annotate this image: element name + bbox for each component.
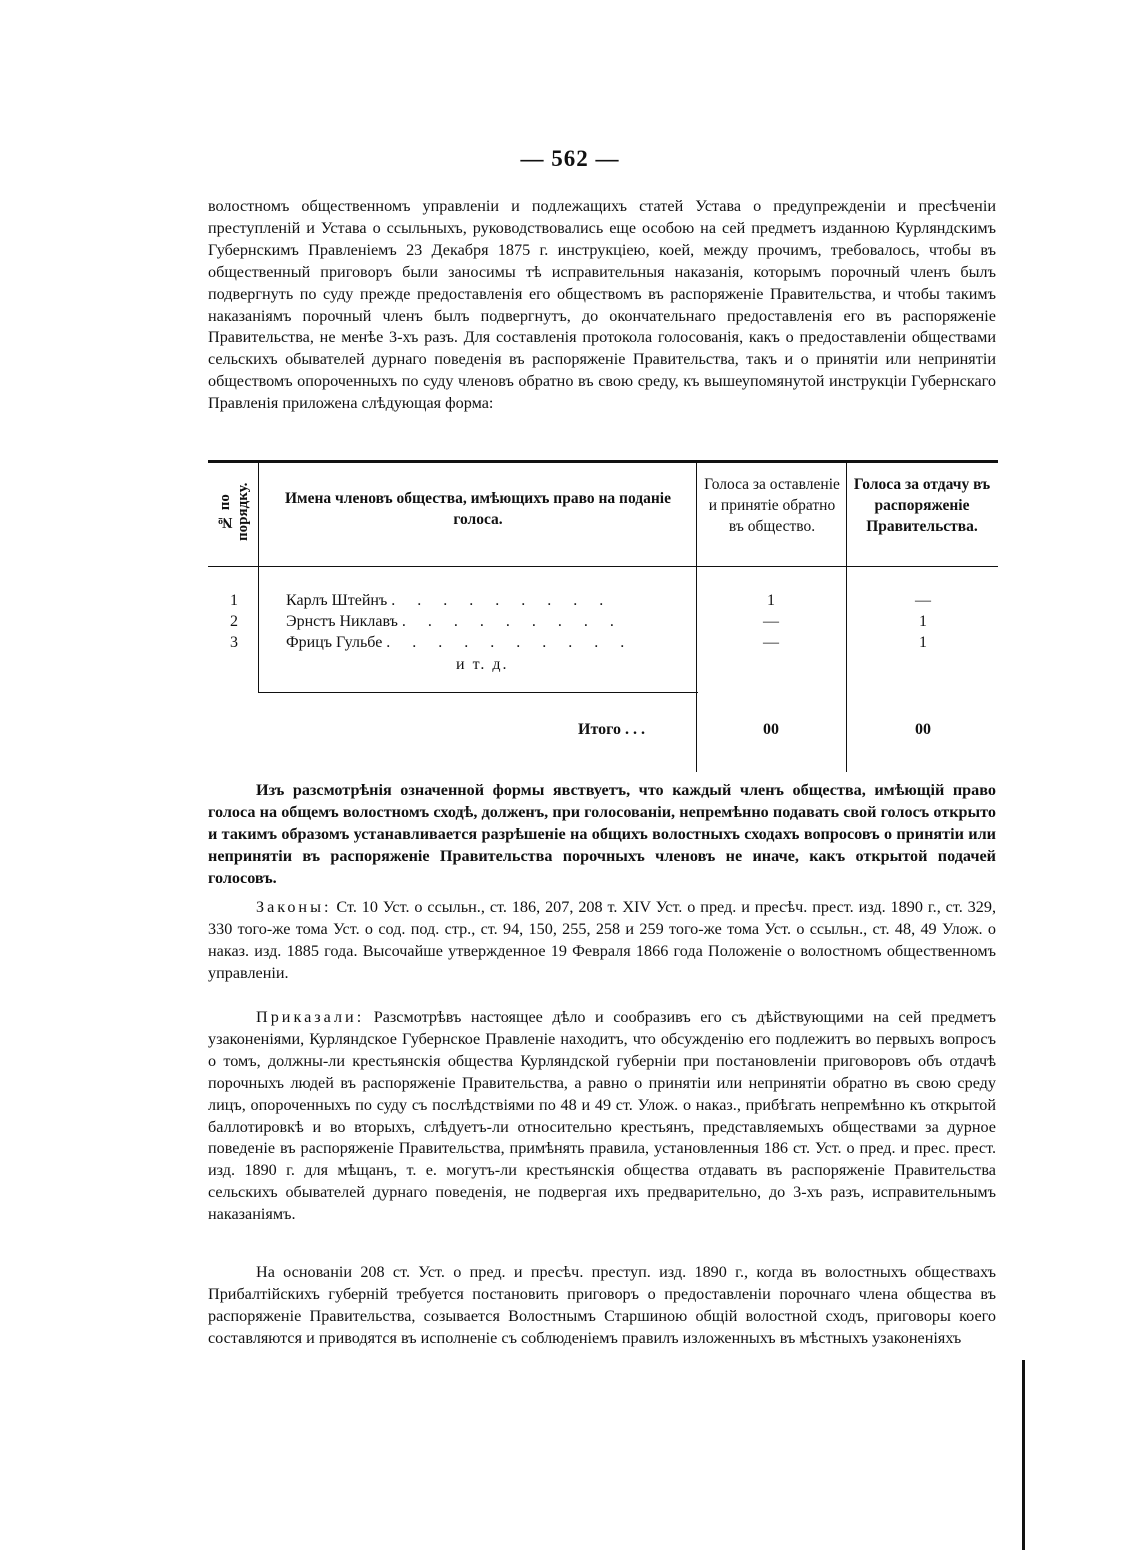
row-votes-keep: — — [763, 634, 779, 651]
total-votes-keep: 00 — [763, 721, 779, 738]
row-number: 3 — [230, 634, 238, 651]
laws-text: Ст. 10 Уст. о ссыльн., ст. 186, 207, 208 т. XIV Уст. о пред. и пресѣч. прест. изд. 1890 г., ст. 329, 330 того-же тома Уст. о сод. под. стр., ст. 94, 150, 255, 258 и 259 того-же тома Уст. о ссыльн., ст. 48, 49 Улож. о наказ. изд. 1885 года. Высочайше утвержденное 19 Февраля 1866 года Положеніе о волостномъ общественномъ управленіи. — [208, 898, 996, 982]
row-votes-hand-over: — — [915, 592, 931, 609]
member-name-text: Фрицъ Гульбе — [286, 634, 383, 651]
header-names: Имена членовъ общества, имѣющихъ право на поданіе голоса. — [285, 490, 671, 528]
member-name-text: Карлъ Штейнъ — [286, 592, 388, 609]
page-number: — 562 — — [520, 146, 620, 171]
row-votes-hand-over: 1 — [919, 634, 927, 651]
total-votes-hand-over: 00 — [915, 721, 931, 738]
row-number: 2 — [230, 613, 238, 630]
intro-text: волостномъ общественномъ управленіи и подлежащихъ статей Устава о предупрежденіи и пресѣченіи преступленій и Устава о ссыльныхъ, руководствовались еще особою на сей предметъ изданною Курляндскимъ Губернскимъ Правленіемъ 23 Декабря 1875 г. инструкціею, коей, между прочимъ, требовалось, чтобы въ общественный приговоръ были заносимы тѣ исправительныя наказанія, которымъ порочный членъ былъ подвергнуть по суду прежде предоставленія его обществомъ въ распоряженіе Правительства, и чтобы такимъ наказаніямъ порочный членъ былъ подвергнутъ, до окончательнаго предоставленія его въ распоряженіе Правительства, не менѣе 3-хъ разъ. Для составленія протокола голосованія, какъ о предоставленіи обществами сельскихъ обывателей дурнаго поведенія въ распоряженіе Правительства, такъ и о принятіи или непринятіи обществомъ опороченныхъ по суду членовъ обратно въ свою среду, къ вышеупомянутой инструкціи Губернскаго Правленія приложена слѣдующая форма: — [208, 197, 996, 413]
leader-dots: . . . . . . . . . — [391, 592, 613, 609]
row-number: 1 — [230, 592, 238, 609]
row-votes-hand-over: 1 — [919, 613, 927, 630]
conclusion-text: Изъ разсмотрѣнія означенной формы явствуетъ, что каждый членъ общества, имѣющій право голоса на общемъ волостномъ сходѣ, долженъ, при голосованіи, непремѣнно подавать свой голосъ открыто и такимъ образомъ устанавливается разрѣшеніе на общихъ волостныхъ сходахъ вопросовъ о принятіи или непринятіи въ распоряженіе Правительства порочныхъ членовъ не иначе, какъ открытой подачей голосовъ. — [208, 781, 996, 887]
margin-bar — [1022, 1360, 1025, 1550]
table-etc: и т. д. — [456, 656, 509, 673]
basis-paragraph — [208, 1262, 996, 1350]
row-votes-keep: 1 — [767, 592, 775, 609]
basis-text: На основаніи 208 ст. Уст. о пред. и пресѣч. преступ. изд. 1890 г., когда въ волостныхъ обществахъ Прибалтійскихъ губерній требуется постановить приговоръ о предоставленіи порочнаго члена общества въ распоряженіе Правительства, созывается Волостнымъ Старшиною общій волостной сходъ, приговоры коего составляются и приводятся въ исполненіе съ соблюденіемъ правилъ изложенныхъ въ мѣстныхъ узаконеніяхъ — [208, 1263, 996, 1347]
header-votes-keep: Голоса за оставленіе и принятіе обратно въ общество. — [704, 476, 840, 535]
order-text: Разсмотрѣвъ настоящее дѣло и сообразивъ его съ дѣйствующими на сей предметъ узаконеніями, Курляндское Губернское Правленіе находитъ, что обсужденію его подлежитъ во первыхъ вопросъ о томъ, должны-ли крестьянскія общества Курляндской губерніи при постановленіи приговоровъ объ отдачѣ порочныхъ людей въ распоряженіе Правительства, а равно о принятіи или непринятіи обратно въ свою среду лицъ, опороченныхъ по суду съ послѣдствіями по 48 и 49 ст. Улож. о наказ., прибѣгать непремѣнно къ открытой баллотировкѣ и во вторыхъ, слѣдуетъ-ли относительно крестьянъ, представляемыхъ обществами за дурное поведеніе въ распоряженіе Правительства, примѣнять правила, установленныя 186 ст. Уст. о пред. и прес. прест. изд. 1890 г. для мѣщанъ, т. е. могутъ-ли крестьянскія общества отдавать въ распоряженіе Правительства сельскихъ обывателей дурнаго поведенія, не подвергая ихъ предварительно, до 3-хъ разъ, исправительнымъ наказаніямъ. — [208, 1008, 996, 1224]
row-member-name — [286, 592, 686, 610]
vote-form-table — [208, 460, 998, 772]
header-number: № по порядку. — [217, 482, 251, 542]
header-votes-hand-over: Голоса за отдачу въ распоряженіе Правительства. — [853, 476, 991, 535]
leader-dots: . . . . . . . . . — [401, 613, 623, 630]
laws-label: Законы: — [256, 898, 332, 916]
total-label: Итого . . . — [578, 721, 645, 738]
order-label: Приказали: — [256, 1008, 365, 1026]
leader-dots: . . . . . . . . . . — [386, 634, 634, 651]
order-paragraph — [208, 1007, 996, 1226]
member-name-text: Эрнстъ Никлавъ — [286, 613, 398, 630]
laws-paragraph — [208, 897, 996, 985]
row-votes-keep: — — [763, 613, 779, 630]
row-member-name — [286, 634, 686, 652]
conclusion-paragraph — [208, 780, 996, 890]
row-member-name — [286, 613, 686, 631]
intro-paragraph — [208, 196, 996, 415]
